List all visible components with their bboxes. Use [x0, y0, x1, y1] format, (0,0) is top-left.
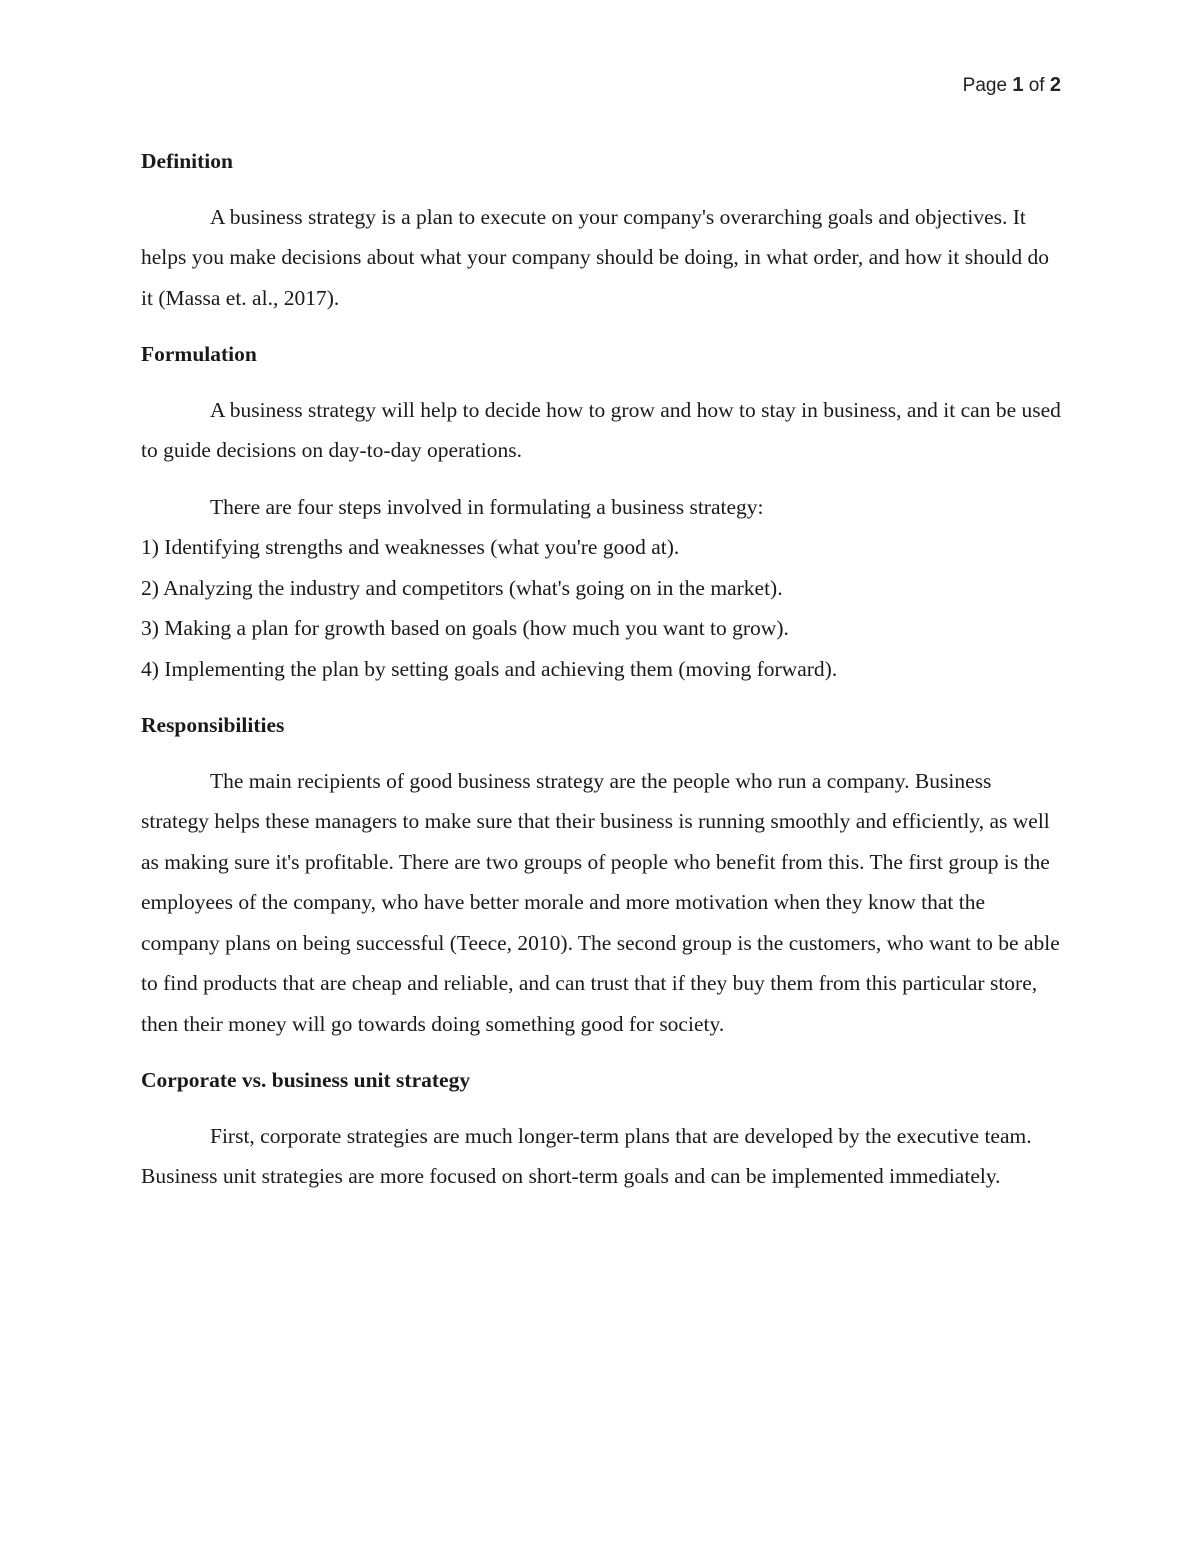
responsibilities-heading: Responsibilities	[141, 713, 285, 737]
definition-paragraph: A business strategy is a plan to execute on your company's overarching goals and objectives. It helps you make decisions about what your company should be doing, in what order, and how it should do it (Massa et. al., 2017).	[141, 204, 1049, 310]
total-pages: 2	[1049, 74, 1061, 96]
corporate-paragraph: First, corporate strategies are much longer-term plans that are developed by the executive team. Business unit strategies are more focused on short-term goals and can be implemented immediately.	[141, 1123, 1032, 1188]
formulation-paragraph-1: A business strategy will help to decide how to grow and how to stay in business, and it can be used to guide decisions on day-to-day operations.	[141, 397, 1061, 462]
page-number	[963, 74, 1061, 97]
formulation-step-1: 1) Identifying strengths and weaknesses (what you're good at).	[141, 535, 680, 559]
formulation-step-4: 4) Implementing the plan by setting goals and achieving them (moving forward).	[141, 656, 838, 681]
formulation-step-2: 2) Analyzing the industry and competitors (what's going on in the market).	[141, 575, 783, 600]
document-body	[141, 141, 1061, 1197]
page-of: of	[1028, 75, 1045, 96]
corporate-heading: Corporate vs. business unit strategy	[141, 1068, 471, 1092]
formulation-paragraph-2: There are four steps involved in formulating a business strategy:	[210, 494, 764, 519]
formulation-step-3: 3) Making a plan for growth based on goals (how much you want to grow).	[141, 616, 789, 640]
current-page: 1	[1012, 74, 1024, 96]
page-prefix: Page	[962, 75, 1008, 96]
definition-heading: Definition	[141, 149, 233, 173]
responsibilities-paragraph: The main recipients of good business strategy are the people who run a company. Business strategy helps these managers to make sure that their business is running smoothly and efficiently, as well as making sure it's profitable. There are two groups of people who benefit from this. The first group is the employees of the company, who have better morale and more motivation when they know that the company plans on being successful (Teece, 2010). The second group is the customers, who want to be able to find products that are cheap and reliable, and can trust that if they buy them from this particular store, then their money will go towards doing something good for society.	[141, 768, 1060, 1036]
formulation-heading: Formulation	[141, 342, 257, 366]
